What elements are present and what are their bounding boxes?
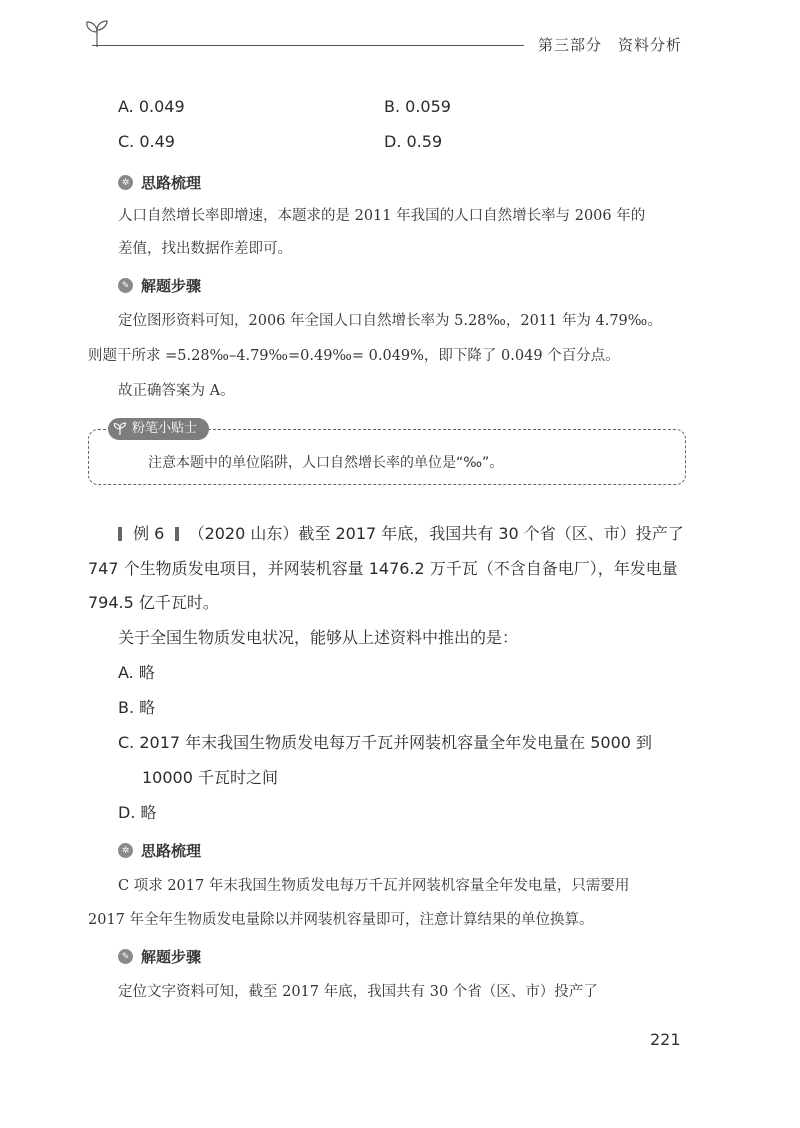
pencil-icon: ✎ [118, 278, 133, 293]
solution-text-2: 则题干所求 =5.28‰–4.79‰=0.49‰= 0.049%，即下降了 0.049 个百分点。 [88, 348, 620, 364]
example-text-1: （2020 山东）截至 2017 年底，我国共有 30 个省（区、市）投产了 [188, 524, 684, 543]
example-option-d: D. 略 [118, 803, 157, 822]
thinking-heading: ✲ 思路梳理 [118, 172, 201, 193]
solution-text-3: 故正确答案为 A。 [118, 383, 235, 399]
example-option-b: B. 略 [118, 698, 156, 717]
page-number: 221 [650, 1030, 681, 1049]
tip-tag: 粉笔小贴士 [108, 418, 209, 440]
header-rule [92, 45, 524, 46]
example-text-3: 794.5 亿千瓦时。 [88, 593, 219, 612]
solution-heading-2: ✎ 解题步骤 [118, 946, 201, 967]
solution-text-1: 定位图形资料可知，2006 年全国人口自然增长率为 5.28‰，2011 年为 4.79‰。 [118, 313, 662, 329]
tip-sprout-icon [113, 422, 127, 436]
solution2-text-1: 定位文字资料可知，截至 2017 年底，我国共有 30 个省（区、市）投产了 [118, 984, 598, 1000]
sprout-logo-icon [84, 18, 110, 48]
bulb-icon: ✲ [118, 843, 133, 858]
example-question: 关于全国生物质发电状况，能够从上述资料中推出的是： [118, 628, 519, 647]
tip-text: 注意本题中的单位陷阱，人口自然增长率的单位是“‰”。 [148, 455, 504, 471]
solution-heading: ✎ 解题步骤 [118, 275, 201, 296]
example-marker-left [118, 527, 122, 541]
example-option-a: A. 略 [118, 663, 155, 682]
example-marker-right [175, 527, 179, 541]
option-b: B. 0.059 [384, 97, 451, 116]
option-d: D. 0.59 [384, 132, 443, 151]
thinking-heading-2: ✲ 思路梳理 [118, 840, 201, 861]
pencil-icon: ✎ [118, 949, 133, 964]
thinking2-text-1: C 项求 2017 年末我国生物质发电每万千瓦并网装机容量全年发电量，只需要用 [118, 878, 630, 894]
page-header [538, 34, 682, 55]
thinking-text-2: 差值，找出数据作差即可。 [118, 241, 292, 257]
thinking-text-1: 人口自然增长率即增速，本题求的是 2011 年我国的人口自然增长率与 2006 年的 [118, 208, 646, 224]
header-part: 第三部分 [538, 36, 603, 54]
option-a: A. 0.049 [118, 97, 185, 116]
example-option-c: C. 2017 年末我国生物质发电每万千瓦并网装机容量全年发电量在 5000 到 [118, 733, 653, 752]
example-text-2: 747 个生物质发电项目，并网装机容量 1476.2 万千瓦（不含自备电厂），年发电量 [88, 559, 678, 578]
example-line-1 [118, 524, 684, 544]
bulb-icon: ✲ [118, 175, 133, 190]
option-c: C. 0.49 [118, 132, 175, 151]
example-label: 例 6 [133, 524, 165, 543]
header-section: 资料分析 [618, 36, 683, 54]
example-option-c-cont: 10000 千瓦时之间 [142, 768, 278, 787]
thinking2-text-2: 2017 年全年生物质发电量除以并网装机容量即可，注意计算结果的单位换算。 [88, 912, 594, 928]
